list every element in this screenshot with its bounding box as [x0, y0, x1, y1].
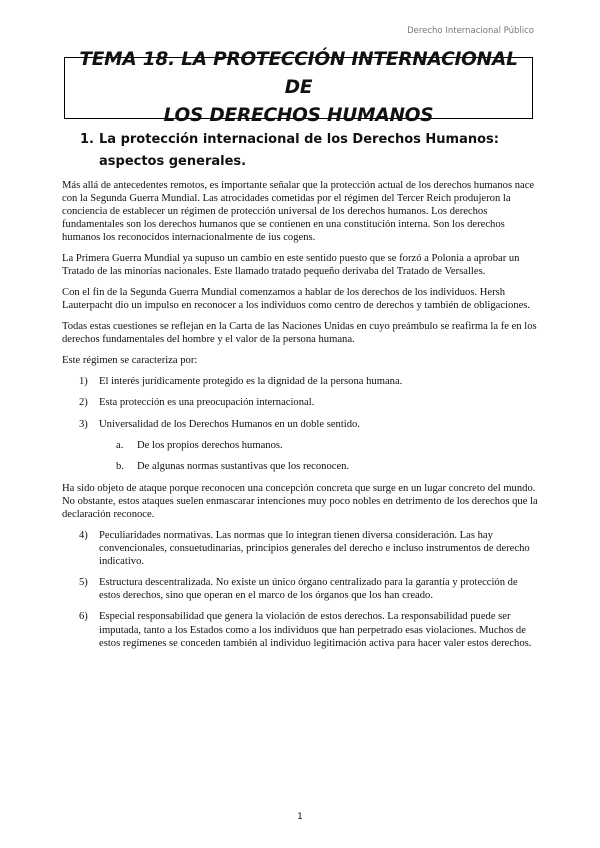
- list-item-text: El interés jurídicamente protegido es la dignidad de la persona humana.: [99, 376, 403, 388]
- list-item: [62, 375, 538, 388]
- sublist-item-letter: a.: [116, 439, 124, 451]
- paragraph: Este régimen se caracteriza por:: [62, 355, 198, 367]
- universality-sublist: [62, 439, 538, 473]
- characteristics-list: [62, 375, 538, 431]
- section-title-line1: La protección internacional de los Derechos Humanos:: [99, 132, 499, 147]
- section-title: [99, 129, 499, 173]
- list-item-text: Peculiaridades normativas. Las normas que lo integran tienen diversa consideración. Las hay convencionales, consuetudinarias, principios generales del derecho e incluso instrumentos de derecho indicativo.: [99, 529, 530, 567]
- list-item-text: Universalidad de los Derechos Humanos en un doble sentido.: [99, 418, 360, 430]
- sublist-item-text: De algunas normas sustantivas que los reconocen.: [137, 461, 350, 473]
- sublist-item: [62, 439, 538, 452]
- chapter-title-box: [64, 49, 533, 126]
- list-item-text: Especial responsabilidad que genera la violación de estos derechos. La responsabilidad puede ser imputada, tanto a los Estados como a los individuos que han perpetrado esas violaciones. Muchos de estos regímenes se conceden también al individuo legitimación activa para hacer valer estos derechos.: [99, 611, 532, 649]
- section-number: 1.: [80, 132, 94, 147]
- page-number: 1: [297, 812, 303, 822]
- paragraph: Todas estas cuestiones se reflejan en la Carta de las Naciones Unidas en cuyo preámbulo se reafirma la fe en los derechos fundamentales del hombre y el valor de la persona humana.: [62, 321, 537, 346]
- list-item-number: 4): [79, 529, 88, 541]
- running-header: Derecho Internacional Público: [407, 26, 534, 36]
- section-heading: [80, 129, 540, 173]
- chapter-title-line2: LOS DERECHOS HUMANOS: [163, 105, 434, 126]
- characteristics-list-continued: [62, 529, 538, 650]
- chapter-title: [65, 46, 532, 130]
- list-item-number: 3): [79, 418, 88, 430]
- list-item-number: 5): [79, 577, 88, 589]
- list-item: [62, 396, 538, 409]
- paragraph: Con el fin de la Segunda Guerra Mundial comenzamos a hablar de los derechos de los individuos. Hersh Lauterpacht dio un impulso en reconocer a los individuos como centro de derechos y también de obligaciones.: [62, 287, 531, 312]
- paragraph: La Primera Guerra Mundial ya supuso un cambio en este sentido puesto que se forzó a Polonia a aprobar un Tratado de las minorías nacionales. Este llamado tratado pequeño derivaba del Tratado de Versalles.: [62, 253, 520, 278]
- sublist-item-letter: b.: [116, 461, 124, 473]
- list-item: [62, 576, 538, 602]
- section-title-line2: aspectos generales.: [99, 154, 247, 169]
- paragraph: Ha sido objeto de ataque porque reconocen una concepción concreta que surge en un lugar concreto del mundo. No obstante, estos ataques suelen enmascarar intenciones muy poco nobles en detrimento de los derechos que la declaración reconoce.: [62, 482, 538, 520]
- list-item-text: Esta protección es una preocupación internacional.: [99, 397, 315, 409]
- chapter-title-line1: TEMA 18. LA PROTECCIÓN INTERNACIONAL DE: [79, 49, 518, 98]
- sublist-item-text: De los propios derechos humanos.: [137, 439, 283, 451]
- list-item-number: 1): [79, 376, 88, 388]
- list-item: [62, 529, 538, 568]
- document-body: [62, 179, 538, 658]
- sublist-item: [62, 460, 538, 473]
- list-item: [62, 418, 538, 431]
- list-item-number: 6): [79, 611, 88, 623]
- paragraph: Más allá de antecedentes remotos, es importante señalar que la protección actual de los derechos humanos nace con la Segunda Guerra Mundial. Las atrocidades cometidas por el régimen del Tercer Reich produjeron la conciencia de establecer un régimen de protección universal de los derechos humanos. Los derechos fundamentales son los derechos humanos que se contienen en una constitución interna. Son los derechos humanos los reconocidos internacionalmente de ius cogens.: [62, 180, 535, 244]
- list-item-text: Estructura descentralizada. No existe un único órgano centralizado para la garantía y protección de estos derechos, sino que operan en el marco de los órganos que los han creado.: [99, 577, 518, 602]
- list-item-number: 2): [79, 397, 88, 409]
- list-item: [62, 610, 538, 649]
